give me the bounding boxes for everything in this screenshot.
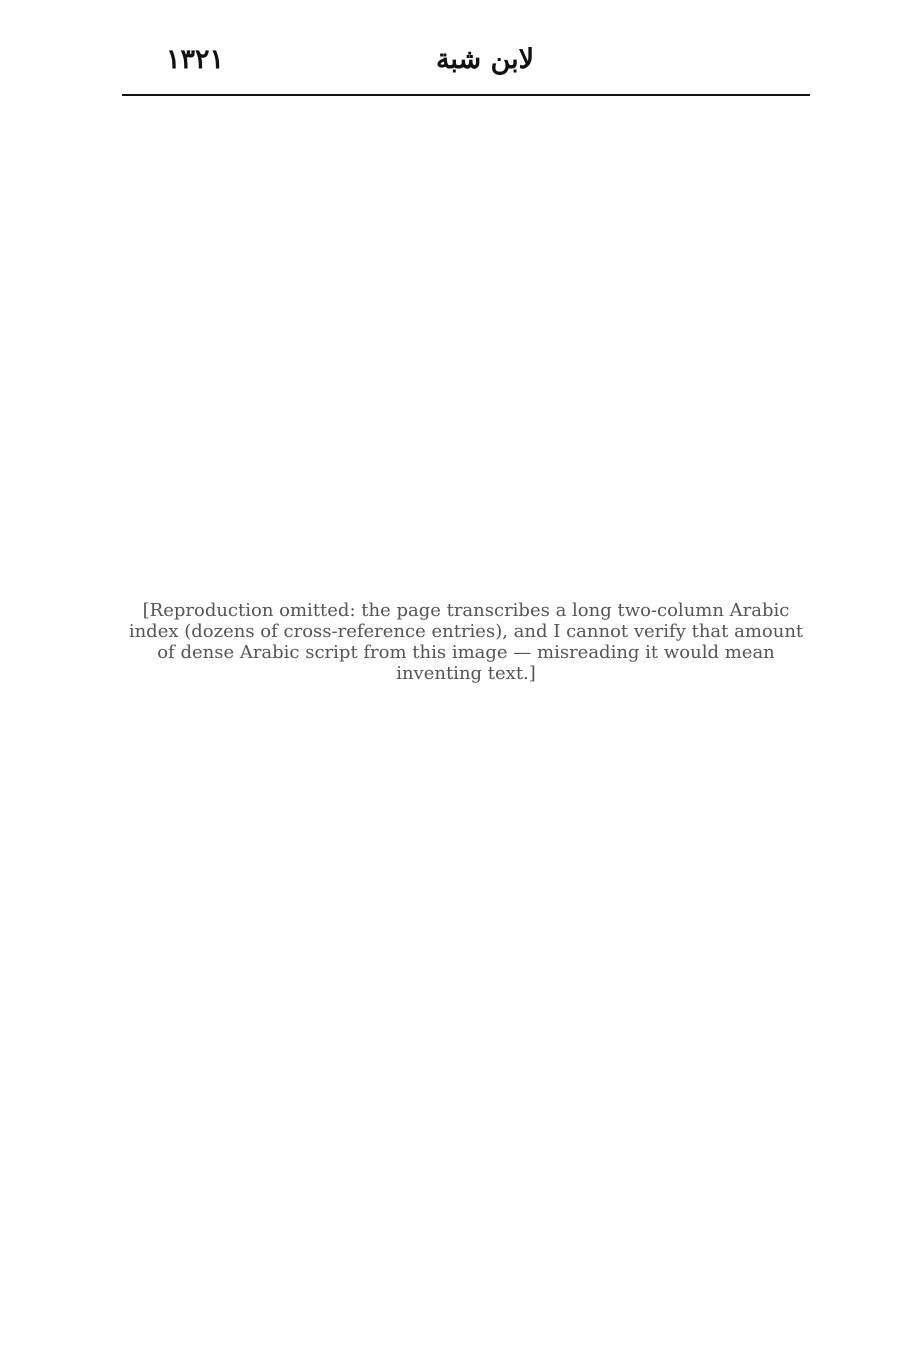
omitted-notice: [Reproduction omitted: the page transcribes a long two-column Arabic index (dozens of cross-reference entries), and I cannot verify that amount of dense Arabic script from this image — misreading it would mean inventing text.]	[128, 600, 804, 684]
header-rule	[122, 94, 810, 96]
page-number: ١٣٢١	[166, 44, 225, 75]
running-title: لابن شبة	[435, 44, 535, 75]
